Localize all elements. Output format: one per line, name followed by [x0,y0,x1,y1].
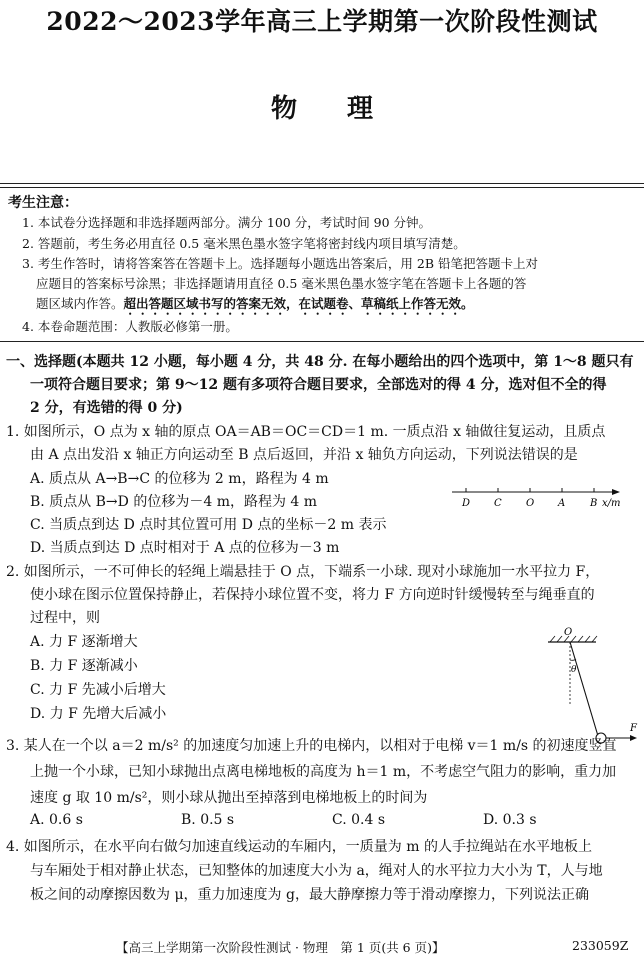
q1-axis-ticks [466,488,594,492]
q2-stem-3: 过程中，则 [30,610,100,626]
subject-title: 物理 [270,94,423,124]
q3-stem-3: 速度 g 取 10 m/s²，则小球从抛出至掉落到电梯地板上的时间为 [30,790,428,806]
q3-option-d: D. 0.3 s [483,812,537,828]
axis-label-x: x/m [602,498,621,509]
q1-stem-2: 由 A 点出发沿 x 轴正方向运动至 B 点后返回，并沿 x 轴负方向运动，下列说法错误的是 [30,447,578,463]
q2-stem-1: 2. 如图所示，一不可伸长的轻绳上端悬挂于 O 点，下端系一小球. 现对小球施加一水平拉力 F， [6,564,600,580]
q2-pendulum-figure [544,626,640,744]
exam-title: 2022～2023学年高三上学期第一次阶段性测试 [46,7,598,36]
q2-option-d: D. 力 F 先增大后减小 [30,706,167,722]
q3-stem-2: 上抛一个小球，已知小球抛出点离电梯地板的高度为 h＝1 m，不考虑空气阻力的影响，重力加 [30,764,617,780]
q2-option-b: B. 力 F 逐渐减小 [30,658,138,674]
notice-item-3: 3. 考生作答时，请将答案答在答题卡上。选择题每小题选出答案后，用 2B 铅笔把答题卡上对 [22,256,538,271]
q2-option-c: C. 力 F 先减小后增大 [30,682,166,698]
notice-heading: 考生注意： [8,195,78,211]
page-footer: 【高三上学期第一次阶段性测试 · 物理 第 1 页(共 6 页)】 [116,940,445,955]
q3-option-b: B. 0.5 s [181,812,235,828]
label-f: F [630,723,637,734]
q4-stem-2: 与车厢处于相对静止状态，已知整体的加速度大小为 a，绳对人的水平拉力大小为 T，人与地 [30,863,603,879]
axis-label-a: A [558,498,566,509]
axis-label-o: O [526,498,535,509]
axis-label-b: B [590,498,598,509]
notice-item-1: 1. 本试卷分选择题和非选择题两部分。满分 100 分，考试时间 90 分钟。 [22,215,432,230]
q1-stem-1: 1. 如图所示，O 点为 x 轴的原点 OA＝AB＝OC＝CD＝1 m. 一质点沿 x 轴做往复运动，且质点 [6,424,606,440]
q2-option-a: A. 力 F 逐渐增大 [30,634,138,650]
q4-stem-3: 板之间的动摩擦因数为 μ，重力加速度为 g，最大静摩擦力等于滑动摩擦力，下列说法正确 [30,887,589,903]
notice-item-3-end [36,294,474,318]
notice-item-2: 2. 答题前，考生务必用直径 0.5 毫米黑色墨水签字笔将密封线内项目填写清楚。 [22,236,466,251]
section1-line-1: 一、选择题(本题共 12 小题，每小题 4 分，共 48 分. 在每小题给出的四个选项中，第 1～8 题只有 [6,354,634,370]
q1-option-b: B. 质点从 B→D 的位移为－4 m，路程为 4 m [30,494,318,510]
axis-label-d: D [462,498,471,509]
notice-item-3-cont: 应题目的答案标号涂黑；非选择题请用直径 0.5 毫米黑色墨水签字笔在答题卡上各题的答 [36,276,527,291]
divider-top [0,183,644,184]
axis-label-c: C [494,498,502,509]
q2-stem-2: 使小球在图示位置保持静止，若保持小球位置不变，将力 F 方向逆时针缓慢转至与绳垂直的 [30,587,595,603]
q1-option-d: D. 当质点到达 D 点时相对于 A 点的位移为－3 m [30,540,340,556]
section1-line-3: 2 分，有选错的得 0 分) [30,400,183,416]
exam-code: 233059Z [572,938,629,953]
q1-option-c: C. 当质点到达 D 点时其位置可用 D 点的坐标－2 m 表示 [30,517,387,533]
divider-notice [0,341,644,342]
q1-option-a: A. 质点从 A→B→C 的位移为 2 m，路程为 4 m [30,471,329,487]
q4-stem-1: 4. 如图所示，在水平向右做匀加速直线运动的车厢内，一质量为 m 的人手拉绳站在水平地板上 [6,839,592,855]
label-o: O [564,627,573,638]
divider-top-thin [0,187,644,188]
q3-option-c: C. 0.4 s [332,812,386,828]
q3-stem-1: 3. 某人在一个以 a＝2 m/s² 的加速度匀加速上升的电梯内，以相对于电梯 v＝1 m/s 的初速度竖直 [6,738,617,754]
ceiling-hatch [550,636,597,642]
notice-item-3-plain: 题区域内作答。 [36,296,124,311]
notice-item-4: 4. 本卷命题范围：人教版必修第一册。 [22,319,238,334]
section1-line-2: 一项符合题目要求；第 9～12 题有多项符合题目要求，全部选对的得 4 分，选对但不全的得 [30,377,607,393]
notice-item-3-emphasis: 超出答题区域书写的答案无效，在试题卷、草稿纸上作答无效。 [123,296,474,311]
q1-axis-figure [452,484,632,512]
label-theta: θ [571,665,577,675]
q3-option-a: A. 0.6 s [30,812,83,828]
